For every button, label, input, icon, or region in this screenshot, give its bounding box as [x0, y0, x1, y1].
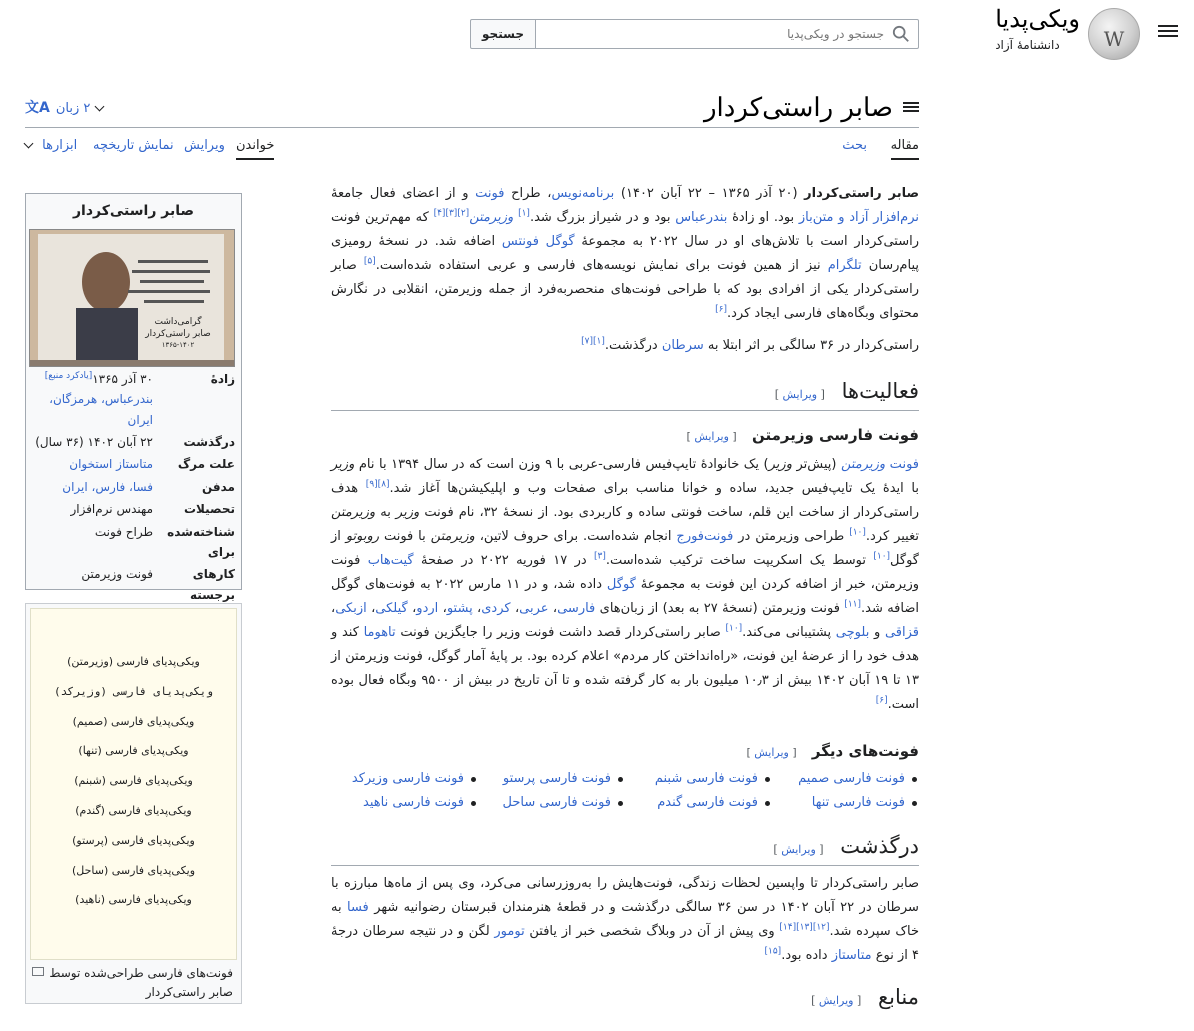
infobox-row-born: زادهٔ ۳۰ آذر ۱۳۶۵[یادکرد منبع] بندرعباس، هرمزگان، ایران — [44, 370, 235, 427]
tab-article[interactable]: مقاله — [891, 132, 919, 160]
chevron-down-icon — [95, 102, 105, 112]
section-heading-activities: فعالیت‌ها [ ویرایش ] — [331, 376, 919, 411]
main-menu-icon[interactable] — [1158, 22, 1178, 42]
page-tabs — [25, 132, 919, 160]
search-button[interactable]: جستجو — [470, 19, 536, 49]
section-heading-death: درگذشت [ ویرایش ] — [331, 831, 919, 866]
article-content — [331, 182, 919, 1016]
list-item: فونت فارسی گندم — [625, 791, 772, 815]
font-sample: ویکی‌پدیای فارسی (تنها) — [78, 744, 189, 758]
figure-caption: فونت‌های فارسی طراحی‌شده توسط صابر راستی‌کردار — [30, 964, 237, 1002]
language-count: ۲ زبان — [55, 100, 91, 116]
enlarge-icon[interactable] — [32, 967, 44, 976]
infobox-title: صابر راستی‌کردار — [72, 203, 195, 219]
list-item: فونت فارسی ساحل — [478, 791, 625, 815]
infobox-row-burial: مدفن فسا، فارس، ایران — [62, 479, 235, 494]
portrait-graphic — [29, 230, 234, 367]
edit-section-link[interactable]: ویرایش — [754, 746, 789, 760]
tab-talk[interactable]: بحث — [842, 138, 867, 153]
list-item: فونت فارسی تنها — [772, 791, 919, 815]
title-bar — [25, 88, 919, 128]
chevron-down-icon — [24, 139, 34, 149]
infobox — [25, 193, 242, 602]
font-samples-image[interactable] — [30, 608, 237, 960]
toc-icon[interactable] — [903, 100, 919, 116]
site-name: ویکی‌پدیا — [995, 5, 1080, 33]
burial-place-link[interactable]: فسا، فارس، ایران — [62, 479, 153, 494]
translate-icon: 文A — [25, 100, 50, 116]
list-item: فونت فارسی وزیرکد — [331, 767, 478, 791]
vazirmatn-paragraph: فونت وزیرمتن (پیش‌تر وزیر) یک خانوادهٔ تایپ‌فیس فارسی-عربی با ۹ وزن است که در سال ۱۳۹۴ با نام وزیر با ایدهٔ یک تایپ‌فیس جدید، ساده و خوانا مناسب برای صفحات وب و اپلیکیشن‌ها آغاز شد.[۸][۹] هدف راستی‌کردار از ساخت این قلم، ساخت فونتی ساده و کاربردی بود. از نسخهٔ ۳۲، نام فونت وزیر به وزیرمتن تغییر کرد.[۱۰] طراحی وزیرمتن در فونت‌فورج انجام شده‌است. برای حروف لاتین، وزیرمتن با فونت روبوتو از گوگل[۱۰] توسط یک اسکریپت ساخت ترکیب شده‌است.[۳] در ۱۷ فوریه ۲۰۲۲ در صفحهٔ گیت‌هاب فونت وزیرمتن، خبر از اضافه کردن این فونت به مجموعهٔ گوگل داده شد، و در ۱۱ مارس ۲۰۲۲ به فونت‌های گوگل اضافه شد.[۱۱] فونت وزیرمتن (نسخهٔ ۲۷ به بعد) از زبان‌های فارسی، عربی، کردی، پشتو، اردو، گیلکی، ازبکی، قزاقی و بلوچی پشتیبانی می‌کند.[۱۰] صابر راستی‌کردار قصد داشت فونت وزیر را جایگزین فونت تاهوما کند و هدف خود را از عرضهٔ این فونت، «راه‌انداختن کار مردم» اعلام کرده بود. بر پایهٔ آمار گوگل، فونت وزیرمتن از ۱۳ تا ۱۹ آبان ۱۴۰۲ بیش از ۱۰٫۳ میلیون بار به کار گرفته شده و تا آن تاریخ در بیش از ۹۵۰۰ وبگاه فعال بوده است.[۶] — [331, 456, 920, 713]
tools-label: ابزارها — [42, 138, 78, 153]
tab-history[interactable]: نمایش تاریخچه — [93, 138, 174, 153]
tab-read[interactable]: خواندن — [236, 132, 274, 160]
site-wordmark[interactable] — [995, 6, 1080, 57]
edit-section-link[interactable]: ویرایش — [694, 429, 729, 443]
lead-paragraph: صابر راستی‌کردار (۲۰ آذر ۱۳۶۵ – ۲۲ آبان ۱۴۰۲) برنامه‌نویس، طراح فونت و از اعضای فعال جامعهٔ نرم‌افزار آزاد و متن‌باز بود. او زادهٔ بندرعباس بود و در شیراز بزرگ شد.[۱] وزیرمتن[۲][۳][۴] که مهم‌ترین فونت راستی‌کردار است با تلاش‌های او در سال ۲۰۲۲ به مجموعهٔ گوگل فونتس اضافه شد. در نسخهٔ رومیزی پیام‌رسان تلگرام نیز از همین فونت برای نمایش نویسه‌های فارسی و عربی استفاده شده‌است.[۵] صابر راستی‌کردار یکی از افرادی بود که با طراحی فونت‌های منحصربه‌فرد از جمله وزیرمتن، انقلابی در نگارش محتوای وبگاه‌های فارسی ایجاد کرد.[۶] — [331, 186, 920, 322]
site-header — [0, 0, 1194, 70]
death-paragraph: صابر راستی‌کردار تا واپسین لحظات زندگی، فونت‌هایش را به‌روزرسانی می‌کرد، وی پس از ماه‌ها مبارزه با سرطان در ۲۲ آبان ۱۴۰۲ در سن ۳۶ سالگی درگذشت و در قطعهٔ هنرمندان قبرستان رضوانیه شهر فسا به خاک سپرده شد.[۱۲][۱۳][۱۴] وی پیش از آن در وبلاگ شخصی خبر از یافتن تومور لگن و در نتیجه سرطان درجهٔ ۴ از نوع متاستاز داده بود.[۱۵] — [331, 875, 919, 964]
section-heading-sources: منابع [ ویرایش ] — [811, 985, 919, 1010]
font-sample: ویکی‌پدیای فارسی (پرستو) — [72, 833, 195, 847]
list-item: فونت فارسی پرستو — [478, 767, 625, 791]
citation-needed-link[interactable]: [یادکرد منبع] — [44, 370, 93, 381]
search-box — [536, 19, 919, 49]
infobox-row-died: درگذشت ۲۲ آبان ۱۴۰۲ (۳۶ سال) — [35, 435, 235, 450]
search-input[interactable] — [544, 26, 886, 42]
list-item: فونت فارسی صمیم — [772, 767, 919, 791]
list-item: فونت فارسی ناهید — [331, 791, 478, 815]
lead-paragraph-2: راستی‌کردار در ۳۶ سالگی بر اثر ابتلا به سرطان درگذشت.[۱][۷] — [581, 336, 919, 354]
infobox-row-education: تحصیلات مهندس نرم‌افزار — [70, 502, 235, 517]
font-samples-figure — [25, 603, 242, 1004]
portrait-image[interactable] — [29, 229, 235, 367]
infobox-row-works: کارهای برجسته فونت وزیرمتن — [81, 567, 235, 602]
infobox-row-known-for: شناخته‌شده برای طراح فونت — [94, 524, 235, 560]
edit-section-link[interactable]: ویرایش — [818, 994, 854, 1008]
language-button[interactable] — [25, 96, 109, 122]
section-heading-vazirmatn: فونت فارسی وزیرمتن [ ویرایش ] — [686, 425, 919, 444]
birthplace-link[interactable]: بندرعباس، هرمزگان، ایران — [49, 392, 153, 427]
image-caption-2: صابر راستی‌کردار — [145, 328, 211, 339]
cause-of-death-link[interactable]: متاستاز استخوان — [69, 457, 153, 472]
search-form — [470, 19, 919, 49]
infobox-row-cause: علت مرگ متاستاز استخوان — [69, 457, 235, 472]
edit-section-link[interactable]: ویرایش — [781, 843, 816, 857]
font-sample: ویکی‌پدیای فارسی (ساحل) — [71, 863, 196, 877]
wikipedia-globe-logo[interactable] — [1088, 8, 1140, 60]
font-sample: ویکی‌پدیای فارسی (وزیرکد) — [54, 684, 213, 698]
list-item: فونت فارسی شبنم — [625, 767, 772, 791]
font-sample: ویکی‌پدیای فارسی (صمیم) — [72, 714, 195, 728]
font-sample: ویکی‌پدیای فارسی (گندم) — [75, 803, 192, 817]
font-sample: ویکی‌پدیای فارسی (وزیرمتن) — [67, 655, 200, 668]
site-tagline: دانشنامهٔ آزاد — [995, 38, 1060, 53]
tools-menu[interactable] — [25, 132, 77, 160]
other-fonts-list — [331, 767, 919, 815]
search-icon — [892, 25, 910, 43]
section-heading-other-fonts: فونت‌های دیگر [ ویرایش ] — [746, 742, 919, 761]
font-sample: ویکی‌پدیای فارسی (ناهید) — [75, 893, 192, 907]
page-title: صابر راستی‌کردار — [703, 93, 893, 123]
font-sample: ویکی‌پدیای فارسی (شبنم) — [74, 774, 193, 788]
tab-edit[interactable]: ویرایش — [184, 138, 225, 153]
image-caption-3: ۱۳۶۵-۱۴۰۲ — [161, 340, 195, 349]
edit-section-link[interactable]: ویرایش — [782, 388, 818, 402]
image-caption-1: گرامی‌داشت — [154, 316, 202, 327]
